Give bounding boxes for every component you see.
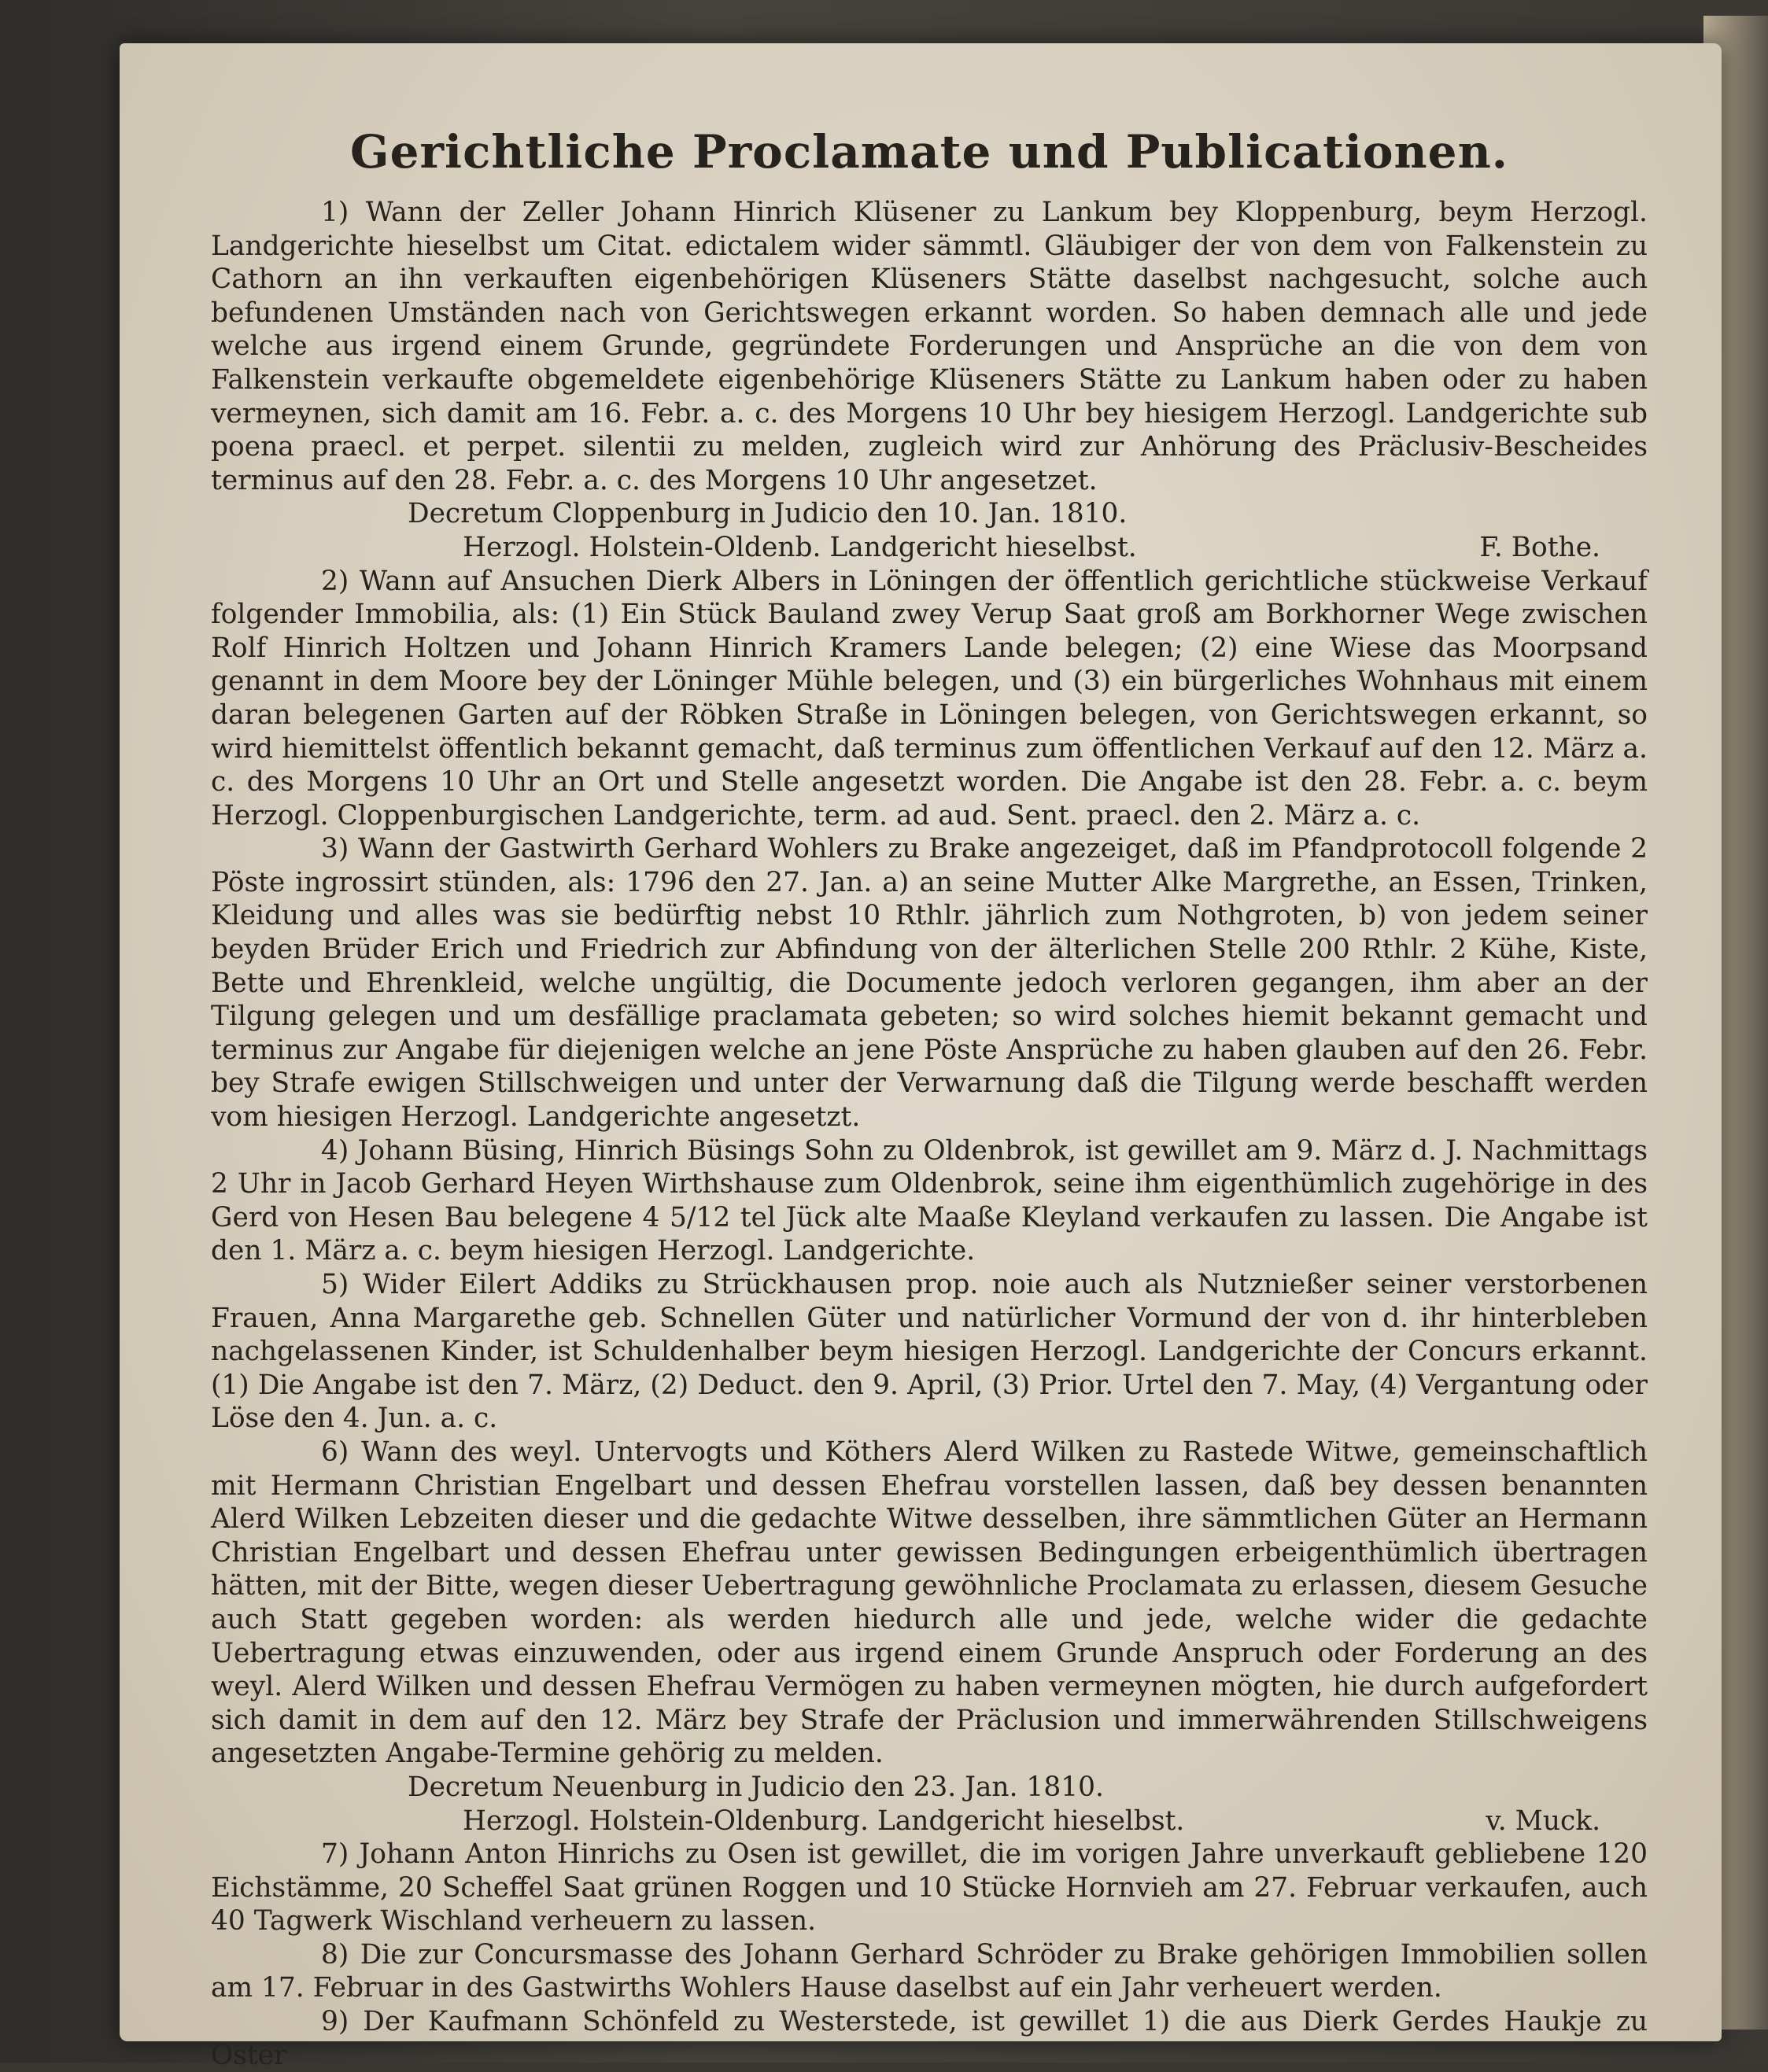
notice-1-signature-line [211, 531, 1648, 565]
notice-4: 4) Johann Büsing, Hinrich Büsings Sohn zu Oldenbrok, ist gewillet am 9. März d. J. Nachmittags 2 Uhr in Jacob Gerhard Heyen Wirthshause zum Oldenbrok, seine ihm eigenthümlich zugehörige in des Gerd von Hesen Bau belegene 4 5/12 tel Jück alte Maaße Kleyland verkaufen zu lassen. Die Angabe ist den 1. März a. c. beym hiesigen Herzogl. Landgerichte. [211, 1134, 1648, 1267]
page-title: Gerichtliche Proclamate und Publicationen. [350, 125, 1508, 179]
notice-7: 7) Johann Anton Hinrichs zu Osen ist gewillet, die im vorigen Jahre unverkauft gebliebene 120 Eichstämme, 20 Scheffel Saat grünen Roggen und 10 Stücke Hornvieh am 27. Februar verkaufen, auch 40 Tagwerk Wischland verheuern zu lassen. [211, 1838, 1648, 1937]
notice-6-signature: v. Muck. [1486, 1805, 1600, 1837]
document-page [120, 43, 1722, 2071]
notice-3: 3) Wann der Gastwirth Gerhard Wohlers zu Brake angezeiget, daß im Pfandprotocoll folgende 2 Pöste ingrossirt stünden, als: 1796 den 27. Jan. a) an seine Mutter Alke Margrethe, an Essen, Trinken, Kleidung und alles was sie bedürftig nebst 10 Rthlr. jährlich zum Nothgroten, b) von jedem seiner beyden Brüder Erich und Friedrich zur Abfindung von der älterlichen Stelle 200 Rthlr. 2 Kühe, Kiste, Bette und Ehrenkleid, welche ungültig, die Documente jedoch verloren gegangen, ihm aber an der Tilgung gelegen und um desfällige praclamata gebeten; so wird solches hiemit bekannt gemacht und terminus zur Angabe für diejenigen welche an jene Pöste Ansprüche zu haben glauben auf den 26. Febr. bey Strafe ewigen Stillschweigen und unter der Verwarnung daß die Tilgung werde beschafft werden vom hiesigen Herzogl. Landgerichte angesetzt. [211, 833, 1648, 1134]
notice-1-court: Herzogl. Holstein-Oldenb. Landgericht hieselbst. [463, 531, 1137, 563]
notice-6-signature-line [211, 1805, 1648, 1838]
notice-6-court: Herzogl. Holstein-Oldenburg. Landgericht hieselbst. [463, 1805, 1185, 1837]
notice-5: 5) Wider Eilert Addiks zu Strückhausen prop. noie auch als Nutznießer seiner verstorbenen Frauen, Anna Margarethe geb. Schnellen Güter und natürlicher Vormund der von d. ihr hinterbleben nachgelassenen Kinder, ist Schuldenhalber beym hiesigen Herzogl. Landgerichte der Concurs erkannt. (1) Die Angabe ist den 7. März, (2) Deduct. den 9. April, (3) Prior. Urtel den 7. May, (4) Vergantung oder Löse den 4. Jun. a. c. [211, 1269, 1648, 1435]
notice-1: 1) Wann der Zeller Johann Hinrich Klüsener zu Lankum bey Kloppenburg, beym Herzogl. Landgerichte hieselbst um Citat. edictalem wider sämmtl. Gläubiger der von dem von Falkenstein zu Cathorn an ihn verkauften eigenbehörigen Klüseners Stätte daselbst nachgesucht, solche auch befundenen Umständen nach von Gerichtswegen erkannt worden. So haben demnach alle und jede welche aus irgend einem Grunde, gegründete Forderungen und Ansprüche an die von dem von Falkenstein verkaufte obgemeldete eigenbehörige Klüseners Stätte zu Lankum haben oder zu haben vermeynen, sich damit am 16. Febr. a. c. des Morgens 10 Uhr bey hiesigem Herzogl. Landgerichte sub poena praecl. et perpet. silentii zu melden, zugleich wird zur Anhörung des Präclusiv-Bescheides terminus auf den 28. Febr. a. c. des Morgens 10 Uhr angesetzet. [211, 197, 1648, 496]
notice-6-decree: Decretum Neuenburg in Judicio den 23. Jan. 1810. [408, 1771, 1104, 1803]
notice-2: 2) Wann auf Ansuchen Dierk Albers in Löningen der öffentlich gerichtliche stückweise Verkauf folgender Immobilia, als: (1) Ein Stück Bauland zwey Verup Saat groß am Borkhorner Wege zwischen Rolf Hinrich Holtzen und Johann Hinrich Kramers Lande belegen; (2) eine Wiese das Moorpsand genannt in dem Moore bey der Löninger Mühle belegen, und (3) ein bürgerliches Wohnhaus mit einem daran belegenen Garten auf der Röbken Straße in Löningen belegen, von Gerichtswegen erkannt, so wird hiemittelst öffentlich bekannt gemacht, daß terminus zum öffentlichen Verkauf auf den 12. März a. c. des Morgens 10 Uhr an Ort und Stelle angesetzt worden. Die Angabe ist den 28. Febr. a. c. beym Herzogl. Cloppenburgischen Landgerichte, term. ad aud. Sent. praecl. den 2. März a. c. [211, 565, 1648, 831]
notice-8: 8) Die zur Concursmasse des Johann Gerhard Schröder zu Brake gehörigen Immobilien sollen am 17. Februar in des Gastwirths Wohlers Hause daselbst auf ein Jahr verheuert werden. [211, 1938, 1648, 2004]
notice-1-decree: Decretum Cloppenburg in Judicio den 10. Jan. 1810. [408, 498, 1128, 530]
notice-9: 9) Der Kaufmann Schönfeld zu Westerstede, ist gewillet 1) die aus Dierk Gerdes Haukje zu Oster [211, 2006, 1648, 2071]
notice-1-signature: F. Bothe. [1479, 531, 1600, 563]
page-content [211, 116, 1648, 2072]
notice-6: 6) Wann des weyl. Untervogts und Köthers Alerd Wilken zu Rastede Witwe, gemeinschaftlich mit Hermann Christian Engelbart und dessen Ehefrau vorstellen lassen, daß bey dessen benannten Alerd Wilken Lebzeiten dieser und die gedachte Witwe desselben, ihre sämmtlichen Güter an Hermann Christian Engelbart und dessen Ehefrau unter gewissen Bedingungen erbeigenthümlich übertragen hätten, mit der Bitte, wegen dieser Uebertragung gewöhnliche Proclamata zu erlassen, diesem Gesuche auch Statt gegeben worden: als werden hiedurch alle und jede, welche wider die gedachte Uebertragung etwas einzuwenden, oder aus irgend einem Grunde Anspruch oder Forderung an des weyl. Alerd Wilken und dessen Ehefrau Vermögen zu haben vermeynen mögten, hie durch aufgefordert sich damit in dem auf den 12. März bey Strafe der Präclusion und immerwährenden Stillschweigens angesetzten Angabe-Termine gehörig zu melden. [211, 1436, 1648, 1770]
